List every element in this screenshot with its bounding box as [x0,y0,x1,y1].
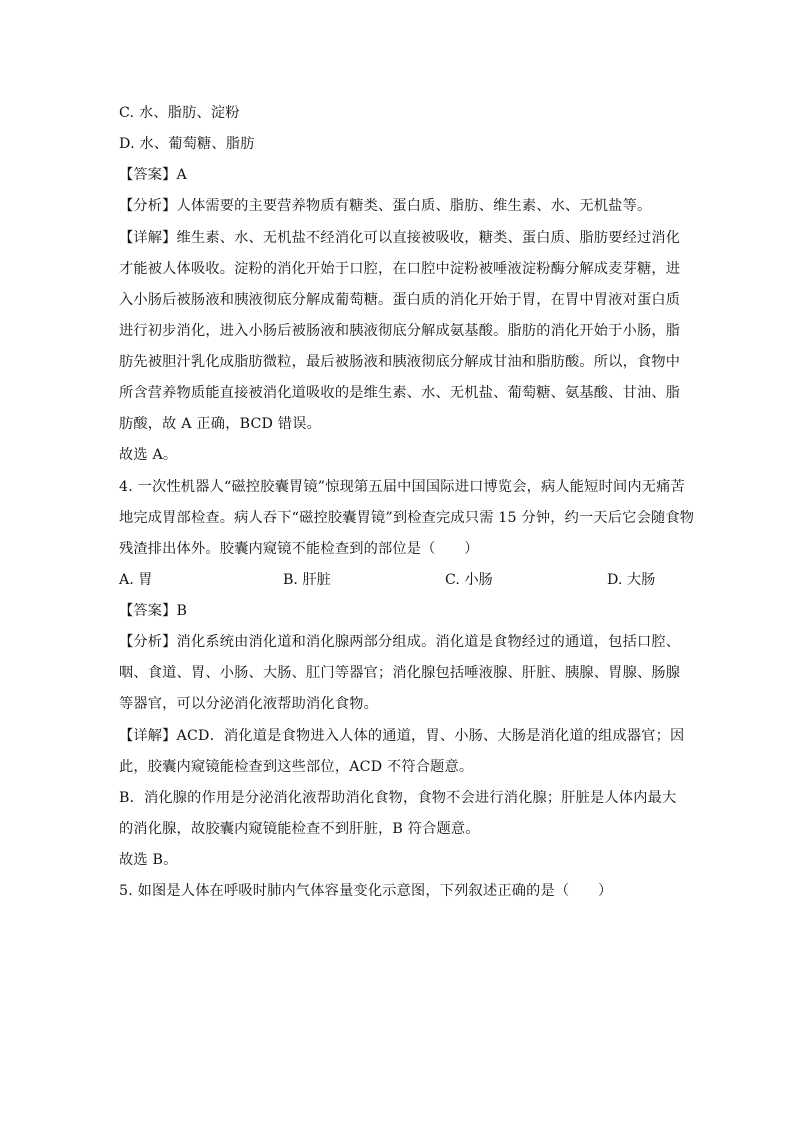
q3-detail-line-3: 入小肠后被肠液和胰液彻底分解成葡萄糖。蛋白质的消化开始于胃，在胃中胃液对蛋白质 [119,292,681,308]
q4-detail-line-3: B．消化腺的作用是分泌消化液帮助消化食物，食物不会进行消化腺；肝脏是人体内最大 [119,790,677,806]
q4-option-b: B. 肝脏 [283,572,331,588]
q3-detail-line-6: 所含营养物质能直接被消化道吸收的是维生素、水、无机盐、葡萄糖、氨基酸、甘油、脂 [119,385,681,401]
q4-detail-line-4: 的消化腺，故胶囊内窥镜能检查不到肝脏，B 符合题意。 [119,821,480,837]
q3-detail-line-4: 进行初步消化，进入小肠后被肠液和胰液彻底分解成氨基酸。脂肪的消化开始于小肠，脂 [119,323,681,339]
q4-option-a: A. 胃 [119,572,153,588]
q3-option-c: C. 水、脂肪、淀粉 [119,105,240,121]
q3-choice: 故选 A。 [119,447,178,463]
q4-stem-line-1: 4. 一次性机器人“磁控胶囊胃镜”惊现第五届中国国际进口博览会，病人能短时间内无痛苦 [119,479,685,495]
q5-stem: 5. 如图是人体在呼吸时肺内气体容量变化示意图，下列叙述正确的是（ ） [119,883,613,899]
q4-detail-line-1: 【详解】ACD．消化道是食物进入人体的通道，胃、小肠、大肠是消化道的组成器官；因 [119,728,685,744]
q4-answer: 【答案】B [119,603,188,619]
q3-option-d: D. 水、葡萄糖、脂肪 [119,136,255,152]
q3-detail-line-7: 肪酸，故 A 正确，BCD 错误。 [119,416,321,432]
q4-stem-line-2: 地完成胃部检查。病人吞下“磁控胶囊胃镜”到检查完成只需 15 分钟，约一天后它会随食物 [119,510,695,526]
q4-analysis-line-3: 等器官，可以分泌消化液帮助消化食物。 [119,696,378,712]
q3-detail-line-2: 才能被人体吸收。淀粉的消化开始于口腔，在口腔中淀粉被唾液淀粉酶分解成麦芽糖，进 [119,261,681,277]
q4-option-d: D. 大肠 [607,572,656,588]
q4-choice: 故选 B。 [119,852,178,868]
q3-detail-line-1: 【详解】维生素、水、无机盐不经消化可以直接被吸收，糖类、蛋白质、脂肪要经过消化 [119,230,681,246]
q4-analysis-line-1: 【分析】消化系统由消化道和消化腺两部分组成。消化道是食物经过的通道，包括口腔、 [119,634,681,650]
q3-answer: 【答案】A [119,167,187,183]
q4-stem-line-3: 残渣排出体外。胶囊内窥镜不能检查到的部位是（ ） [119,541,479,557]
q4-option-c: C. 小肠 [445,572,493,588]
q4-detail-line-2: 此，胶囊内窥镜能检查到这些部位，ACD 不符合题意。 [119,759,474,775]
q3-detail-line-5: 肪先被胆汁乳化成脂肪微粒，最后被肠液和胰液彻底分解成甘油和脂肪酸。所以，食物中 [119,354,681,370]
q4-analysis-line-2: 咽、食道、胃、小肠、大肠、肛门等器官；消化腺包括唾液腺、肝脏、胰腺、胃腺、肠腺 [119,665,681,681]
q3-analysis: 【分析】人体需要的主要营养物质有糖类、蛋白质、脂肪、维生素、水、无机盐等。 [119,198,652,214]
